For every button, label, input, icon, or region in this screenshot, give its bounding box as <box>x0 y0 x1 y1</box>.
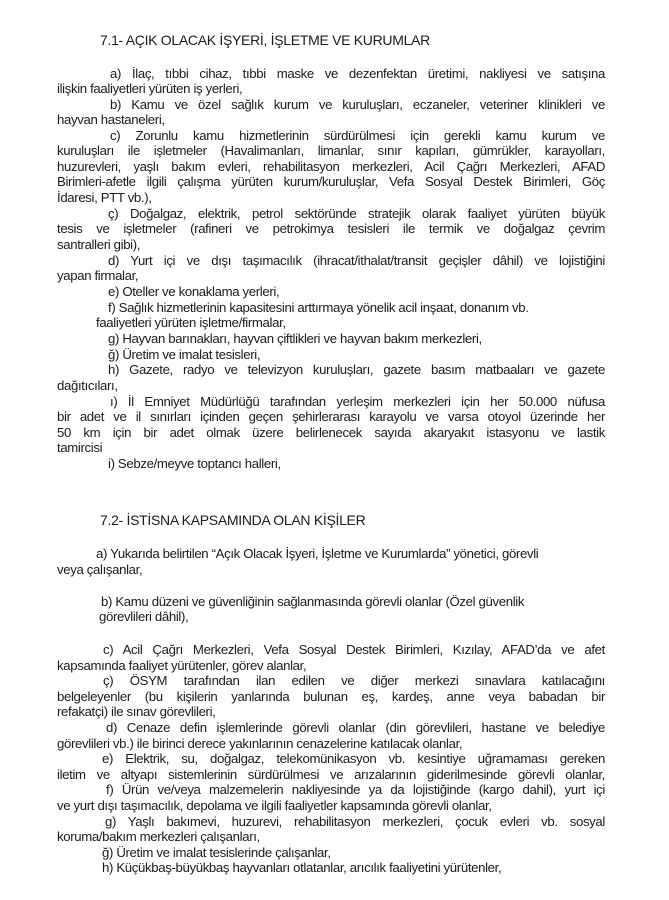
s72-item-e-line2: iletim ve altyapı sistemlerinin sürdürülmesi ve arızalarının giderilmesinde görevli olanlar, <box>57 767 605 782</box>
s71-item-a-line1: a) İlaç, tıbbi cihaz, tıbbi maske ve dezenfektan üretimi, nakliyesi ve satışına <box>110 66 605 81</box>
s72-item-cc-line2: belgeleyenler (bu kişilerin yanlarında bulunan eş, kardeş, anne veya babadan bir <box>57 689 605 704</box>
s71-item-d-line2: yapan firmalar, <box>57 268 139 283</box>
s72-item-gg-line1: ğ) Üretim ve imalat tesislerinde çalışanlar, <box>102 845 331 860</box>
s71-item-a-line2: ilişkin faaliyetleri yürüten iş yerleri, <box>57 81 243 96</box>
s72-item-b-line2: görevlileri dâhil), <box>99 609 189 624</box>
s71-item-g-line1: g) Hayvan barınakları, hayvan çiftlikleri ve hayvan bakım merkezleri, <box>108 331 482 346</box>
s71-item-c-line5: İdaresi, PTT vb.), <box>57 190 152 205</box>
section-71-title: 7.1- AÇIK OLACAK İŞYERİ, İŞLETME VE KURUMLAR <box>100 32 430 48</box>
s72-item-a-line1: a) Yukarıda belirtilen “Açık Olacak İşyeri, İşletme ve Kurumlarda” yönetici, görevli <box>96 546 539 561</box>
s71-item-f-line1: f) Sağlık hizmetlerinin kapasitesini arttırmaya yönelik acil inşaat, donanım vb. <box>108 300 529 315</box>
s71-item-c-line4: Birimleri-afetle ilgili çalışma yürüten kurum/kuruluşlar, Vefa Sosyal Destek Birimleri, Göç <box>57 174 605 189</box>
s71-item-cc-line2: tesis ve işletmeler (rafineri ve petrokimya tesisleri ile termik ve doğalgaz çevrim <box>57 221 605 236</box>
s71-item-ii-line4: tamircisi <box>57 440 103 455</box>
s71-item-cc-line3: santralleri gibi), <box>57 237 141 252</box>
s72-item-f-line2: ve yurt dışı taşımacılık, depolama ve ilgili faaliyetler kapsamında görevli olanlar, <box>57 798 492 813</box>
s71-item-c-line2: kuruluşları ile işletmeler (Havalimanları, limanlar, sınır kapıları, gümrükler, karayolları, <box>57 143 605 158</box>
s72-item-b-line1: b) Kamu düzeni ve güvenliğinin sağlanmasında görevli olanlar (Özel güvenlik <box>101 594 525 609</box>
s72-item-e-line1: e) Elektrik, su, doğalgaz, telekomünikasyon vb. kesintiye uğramaması gereken <box>102 751 605 766</box>
s71-item-e-line1: e) Oteller ve konaklama yerleri, <box>108 284 280 299</box>
s72-item-d-line2: görevlileri vb.) ile birinci derece yakınlarının cenazelerine katılacak olanlar, <box>57 736 463 751</box>
s72-item-c-line2: kapsamında faaliyet yürütenler, görev alanlar, <box>57 658 307 673</box>
s72-item-c-line1: c) Acil Çağrı Merkezleri, Vefa Sosyal Destek Birimleri, Kızılay, AFAD’da ve afet <box>103 642 605 657</box>
s71-item-ii-line3: 50 km için bir adet olmak üzere belirlenecek sayıda akaryakıt istasyonu ve lastik <box>57 425 605 440</box>
s71-item-c-line1: c) Zorunlu kamu hizmetlerinin sürdürülmesi için gerekli kamu kurum ve <box>110 128 605 143</box>
s71-item-cc-line1: ç) Doğalgaz, elektrik, petrol sektöründe stratejik olarak faaliyet yürüten büyük <box>108 206 605 221</box>
s72-item-cc-line3: refakatçi) ile sınav görevlileri, <box>57 704 216 719</box>
s72-item-g-line2: koruma/bakım merkezleri çalışanları, <box>57 829 260 844</box>
s72-item-d-line1: d) Cenaze defin işlemlerinde görevli olanlar (din görevlileri, hastane ve belediye <box>106 720 605 735</box>
s71-item-i-line1: i) Sebze/meyve toptancı halleri, <box>108 456 281 471</box>
s71-item-f-line2: faaliyetleri yürüten işletme/firmalar, <box>96 315 286 330</box>
s71-item-b-line1: b) Kamu ve özel sağlık kurum ve kuruluşları, eczaneler, veteriner klinikleri ve <box>110 97 605 112</box>
s72-item-f-line1: f) Ürün ve/veya malzemelerin nakliyesinde ya da lojistiğinde (kargo dahil), yurt içi <box>106 782 605 797</box>
s71-item-ii-line2: bir adet ve il sınırları içinden geçen şehirlerarası karayolu ve varsa otoyol üzerinde her <box>57 409 605 424</box>
section-72-title: 7.2- İSTİSNA KAPSAMINDA OLAN KİŞİLER <box>100 512 366 528</box>
s72-item-cc-line1: ç) ÖSYM tarafından ilan edilen ve diğer merkezi sınavlara katılacağını <box>103 673 605 688</box>
s71-item-c-line3: huzurevleri, yaşlı bakım evleri, rehabilitasyon merkezleri, Acil Çağrı Merkezleri, AFAD <box>57 159 605 174</box>
s71-item-d-line1: d) Yurt içi ve dışı taşımacılık (ihracat/ithalat/transit geçişler dâhil) ve lojistiğini <box>108 253 605 268</box>
s71-item-b-line2: hayvan hastaneleri, <box>57 112 165 127</box>
s72-item-g-line1: g) Yaşlı bakımevi, huzurevi, rehabilitasyon merkezleri, çocuk evleri vb. sosyal <box>105 814 605 829</box>
s71-item-h-line1: h) Gazete, radyo ve televizyon kuruluşları, gazete basım matbaaları ve gazete <box>108 362 605 377</box>
s72-item-h-line1: h) Küçükbaş-büyükbaş hayvanları otlatanlar, arıcılık faaliyetini yürütenler, <box>102 860 502 875</box>
s71-item-h-line2: dağıtıcıları, <box>57 378 118 393</box>
s72-item-a-line2: veya çalışanlar, <box>57 562 143 577</box>
s71-item-gg-line1: ğ) Üretim ve imalat tesisleri, <box>108 347 261 362</box>
s71-item-ii-line1: ı) İl Emniyet Müdürlüğü tarafından yerleşim merkezleri için her 50.000 nüfusa <box>110 394 605 409</box>
